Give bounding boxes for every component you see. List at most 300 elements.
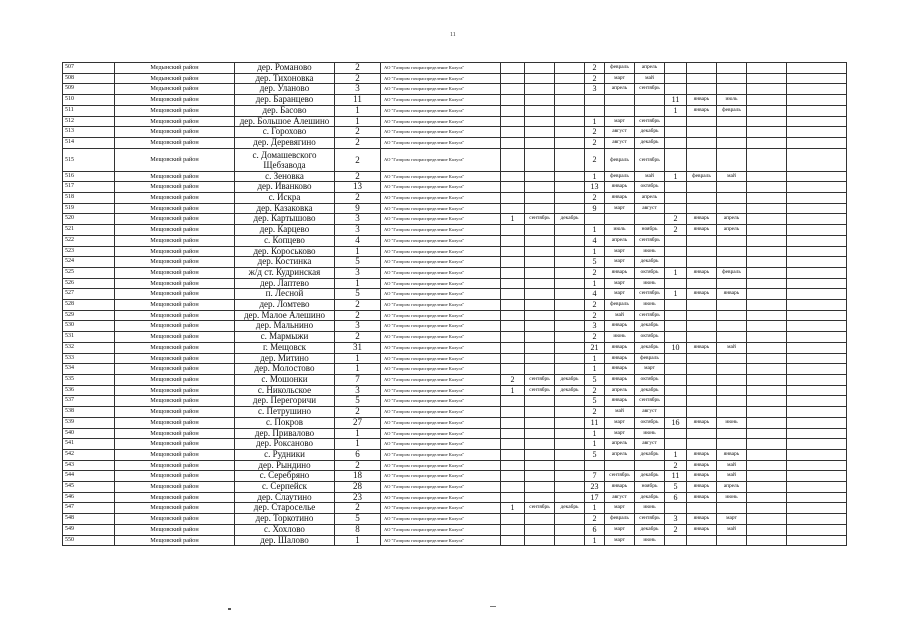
q3-start-cell: январь [687, 471, 717, 482]
q3-start-cell: январь [687, 105, 717, 116]
table-row [63, 374, 847, 385]
q3-count-cell: 1 [665, 289, 687, 300]
row-number: 524 [63, 257, 115, 268]
q3-start-cell [687, 310, 717, 321]
q3-count-cell [665, 503, 687, 514]
count-cell: 1 [335, 439, 381, 450]
q2-end-cell: май [635, 171, 665, 182]
count-cell: 3 [335, 385, 381, 396]
q3-count-cell [665, 193, 687, 204]
extra-cell-2 [787, 514, 847, 525]
q1-end-cell [555, 203, 585, 214]
q1-count-cell [501, 524, 525, 535]
q1-count-cell [501, 364, 525, 375]
q2-count-cell: 1 [585, 439, 605, 450]
q2-count-cell: 21 [585, 342, 605, 353]
q2-end-cell: октябрь [635, 182, 665, 193]
organization-cell: АО "Газпром газораспределение Калуга" [381, 439, 501, 450]
q2-count-cell: 2 [585, 514, 605, 525]
q1-start-cell: сентябрь [525, 385, 555, 396]
q3-end-cell: февраль [717, 105, 747, 116]
organization-cell: АО "Газпром газораспределение Калуга" [381, 449, 501, 460]
organization-cell: АО "Газпром газораспределение Калуга" [381, 503, 501, 514]
q3-count-cell: 5 [665, 482, 687, 493]
organization-cell: АО "Газпром газораспределение Калуга" [381, 332, 501, 343]
settlement-cell: дер. Мальнино [235, 321, 335, 332]
settlement-cell: с. Петрушино [235, 407, 335, 418]
settlement-cell: с. Зеновка [235, 171, 335, 182]
district-cell: Мещовский район [115, 407, 235, 418]
q3-end-cell: январь [717, 289, 747, 300]
q1-end-cell [555, 321, 585, 332]
q3-end-cell: май [717, 171, 747, 182]
q3-end-cell [717, 385, 747, 396]
q2-count-cell: 2 [585, 407, 605, 418]
q1-end-cell [555, 482, 585, 493]
q1-count-cell [501, 105, 525, 116]
q3-end-cell: апрель [717, 482, 747, 493]
q1-start-cell [525, 225, 555, 236]
row-number: 515 [63, 148, 115, 171]
table-row [63, 407, 847, 418]
district-cell: Мещовский район [115, 364, 235, 375]
row-number: 520 [63, 214, 115, 225]
q1-count-cell [501, 471, 525, 482]
extra-cell [747, 148, 787, 171]
q2-count-cell: 2 [585, 332, 605, 343]
organization-cell: АО "Газпром газораспределение Калуга" [381, 257, 501, 268]
count-cell: 2 [335, 310, 381, 321]
q2-start-cell: январь [605, 374, 635, 385]
q3-count-cell: 1 [665, 171, 687, 182]
q1-count-cell [501, 332, 525, 343]
organization-cell: АО "Газпром газораспределение Калуга" [381, 63, 501, 74]
settlement-cell: дер. Картышово [235, 214, 335, 225]
q3-end-cell [717, 310, 747, 321]
q1-count-cell [501, 137, 525, 148]
q3-start-cell: январь [687, 524, 717, 535]
q1-start-cell [525, 73, 555, 84]
district-cell: Мещовский район [115, 482, 235, 493]
extra-cell-2 [787, 214, 847, 225]
q1-count-cell [501, 289, 525, 300]
table-row [63, 492, 847, 503]
q2-count-cell: 1 [585, 353, 605, 364]
q3-start-cell: январь [687, 417, 717, 428]
q2-start-cell: февраль [605, 300, 635, 311]
organization-cell: АО "Газпром газораспределение Калуга" [381, 193, 501, 204]
q3-count-cell [665, 182, 687, 193]
extra-cell-2 [787, 95, 847, 106]
q3-count-cell [665, 73, 687, 84]
q2-count-cell: 6 [585, 524, 605, 535]
q2-end-cell: июнь [635, 535, 665, 546]
extra-cell-2 [787, 535, 847, 546]
q3-end-cell [717, 278, 747, 289]
q2-count-cell: 1 [585, 171, 605, 182]
q1-end-cell [555, 105, 585, 116]
q1-count-cell: 1 [501, 214, 525, 225]
table-row [63, 84, 847, 95]
extra-cell [747, 193, 787, 204]
q2-count-cell: 3 [585, 84, 605, 95]
table-row [63, 63, 847, 74]
q3-count-cell: 11 [665, 471, 687, 482]
scan-mark [490, 606, 496, 607]
q2-start-cell: февраль [605, 171, 635, 182]
extra-cell-2 [787, 524, 847, 535]
q1-count-cell [501, 267, 525, 278]
q2-start-cell: август [605, 127, 635, 138]
district-cell: Мещовский район [115, 137, 235, 148]
extra-cell [747, 396, 787, 407]
q3-end-cell: июль [717, 95, 747, 106]
table-row [63, 471, 847, 482]
settlement-cell: с. Копцево [235, 235, 335, 246]
settlement-cell: г. Мещовск [235, 342, 335, 353]
q2-start-cell: январь [605, 396, 635, 407]
q2-count-cell: 5 [585, 396, 605, 407]
q2-end-cell: декабрь [635, 321, 665, 332]
table-row [63, 246, 847, 257]
count-cell: 1 [335, 105, 381, 116]
q1-start-cell [525, 127, 555, 138]
q1-count-cell [501, 514, 525, 525]
q3-count-cell [665, 203, 687, 214]
q1-start-cell [525, 182, 555, 193]
q2-end-cell: сентябрь [635, 116, 665, 127]
extra-cell-2 [787, 246, 847, 257]
count-cell: 3 [335, 214, 381, 225]
table-row [63, 482, 847, 493]
organization-cell: АО "Газпром газораспределение Калуга" [381, 353, 501, 364]
q2-count-cell: 4 [585, 235, 605, 246]
q2-end-cell: декабрь [635, 257, 665, 268]
q3-end-cell: май [717, 524, 747, 535]
q1-start-cell [525, 257, 555, 268]
extra-cell-2 [787, 428, 847, 439]
q2-start-cell: март [605, 246, 635, 257]
extra-cell [747, 471, 787, 482]
q1-end-cell [555, 116, 585, 127]
extra-cell-2 [787, 105, 847, 116]
count-cell: 3 [335, 321, 381, 332]
extra-cell-2 [787, 300, 847, 311]
district-cell: Мещовский район [115, 449, 235, 460]
q1-end-cell [555, 524, 585, 535]
row-number: 546 [63, 492, 115, 503]
q2-start-cell: март [605, 278, 635, 289]
q2-count-cell: 2 [585, 137, 605, 148]
settlement-cell: с. Серебряно [235, 471, 335, 482]
table-row [63, 182, 847, 193]
table-row [63, 278, 847, 289]
q2-start-cell: июль [605, 225, 635, 236]
q3-end-cell [717, 503, 747, 514]
settlement-cell: дер. Большое Алешино [235, 116, 335, 127]
extra-cell [747, 449, 787, 460]
q1-start-cell [525, 235, 555, 246]
table-row [63, 332, 847, 343]
extra-cell-2 [787, 84, 847, 95]
district-cell: Мещовский район [115, 95, 235, 106]
organization-cell: АО "Газпром газораспределение Калуга" [381, 95, 501, 106]
q3-end-cell: май [717, 460, 747, 471]
settlement-cell: дер. Шалово [235, 535, 335, 546]
q2-count-cell: 2 [585, 310, 605, 321]
extra-cell [747, 278, 787, 289]
count-cell: 1 [335, 116, 381, 127]
extra-cell-2 [787, 439, 847, 450]
q3-start-cell: февраль [687, 171, 717, 182]
q1-count-cell: 1 [501, 503, 525, 514]
q1-start-cell [525, 439, 555, 450]
q2-end-cell: апрель [635, 63, 665, 74]
q1-start-cell [525, 428, 555, 439]
row-number: 537 [63, 396, 115, 407]
table-row [63, 95, 847, 106]
row-number: 544 [63, 471, 115, 482]
q2-count-cell [585, 95, 605, 106]
count-cell: 2 [335, 137, 381, 148]
q2-start-cell: апрель [605, 84, 635, 95]
count-cell: 13 [335, 182, 381, 193]
q3-end-cell [717, 84, 747, 95]
q1-end-cell: декабрь [555, 385, 585, 396]
q1-count-cell [501, 321, 525, 332]
row-number: 514 [63, 137, 115, 148]
q2-count-cell: 2 [585, 385, 605, 396]
q1-count-cell [501, 396, 525, 407]
extra-cell-2 [787, 148, 847, 171]
row-number: 516 [63, 171, 115, 182]
table-body [63, 63, 847, 546]
q2-end-cell [635, 460, 665, 471]
q3-count-cell: 2 [665, 214, 687, 225]
table-row [63, 171, 847, 182]
extra-cell-2 [787, 267, 847, 278]
count-cell: 2 [335, 127, 381, 138]
extra-cell-2 [787, 471, 847, 482]
district-cell: Мещовский район [115, 235, 235, 246]
count-cell: 1 [335, 364, 381, 375]
extra-cell-2 [787, 73, 847, 84]
q3-end-cell [717, 63, 747, 74]
organization-cell: АО "Газпром газораспределение Калуга" [381, 182, 501, 193]
q2-end-cell: апрель [635, 193, 665, 204]
q1-start-cell [525, 342, 555, 353]
settlement-cell: дер. Слаутино [235, 492, 335, 503]
q2-start-cell: апрель [605, 235, 635, 246]
q3-count-cell: 2 [665, 524, 687, 535]
settlement-cell: дер. Перегоричи [235, 396, 335, 407]
table-row [63, 353, 847, 364]
q3-count-cell: 2 [665, 225, 687, 236]
row-number: 513 [63, 127, 115, 138]
q3-end-cell [717, 353, 747, 364]
q1-start-cell [525, 332, 555, 343]
q3-end-cell [717, 203, 747, 214]
q3-end-cell [717, 137, 747, 148]
q1-start-cell [525, 471, 555, 482]
extra-cell [747, 492, 787, 503]
q1-start-cell [525, 278, 555, 289]
extra-cell [747, 321, 787, 332]
district-cell: Мещовский район [115, 439, 235, 450]
row-number: 523 [63, 246, 115, 257]
district-cell: Мещовский район [115, 417, 235, 428]
settlement-cell: дер. Лаптево [235, 278, 335, 289]
count-cell: 23 [335, 492, 381, 503]
extra-cell-2 [787, 278, 847, 289]
extra-cell [747, 63, 787, 74]
table-row [63, 73, 847, 84]
extra-cell-2 [787, 127, 847, 138]
q2-count-cell: 2 [585, 193, 605, 204]
district-cell: Мещовский район [115, 193, 235, 204]
q2-end-cell: март [635, 364, 665, 375]
settlement-cell: дер. Митино [235, 353, 335, 364]
q2-count-cell [585, 460, 605, 471]
settlement-cell: с. Искра [235, 193, 335, 204]
q3-end-cell [717, 439, 747, 450]
q2-start-cell: февраль [605, 514, 635, 525]
q2-count-cell [585, 105, 605, 116]
settlement-cell: дер. Староселье [235, 503, 335, 514]
count-cell: 18 [335, 471, 381, 482]
extra-cell [747, 203, 787, 214]
table-row [63, 342, 847, 353]
q2-count-cell: 2 [585, 127, 605, 138]
q3-start-cell [687, 246, 717, 257]
district-cell: Мещовский район [115, 385, 235, 396]
q1-end-cell [555, 137, 585, 148]
q2-start-cell: сентябрь [605, 471, 635, 482]
district-cell: Медынский район [115, 73, 235, 84]
table-row [63, 267, 847, 278]
district-cell: Мещовский район [115, 524, 235, 535]
district-cell: Мещовский район [115, 332, 235, 343]
q3-count-cell [665, 310, 687, 321]
q3-start-cell: январь [687, 95, 717, 106]
q2-start-cell [605, 95, 635, 106]
settlement-cell: с. Серпейск [235, 482, 335, 493]
q2-count-cell: 1 [585, 225, 605, 236]
count-cell: 1 [335, 278, 381, 289]
q1-end-cell [555, 300, 585, 311]
row-number: 533 [63, 353, 115, 364]
q1-start-cell [525, 364, 555, 375]
count-cell: 5 [335, 514, 381, 525]
organization-cell: АО "Газпром газораспределение Калуга" [381, 514, 501, 525]
q3-end-cell: июнь [717, 492, 747, 503]
q1-start-cell [525, 524, 555, 535]
table-row [63, 364, 847, 375]
extra-cell-2 [787, 385, 847, 396]
district-cell: Мещовский район [115, 182, 235, 193]
extra-cell [747, 214, 787, 225]
extra-cell [747, 137, 787, 148]
district-cell: Мещовский район [115, 246, 235, 257]
q2-end-cell [635, 95, 665, 106]
q3-count-cell [665, 278, 687, 289]
q1-end-cell [555, 332, 585, 343]
settlement-cell: дер. Уланово [235, 84, 335, 95]
q3-start-cell: январь [687, 289, 717, 300]
settlement-cell: с. Мармыжи [235, 332, 335, 343]
q3-count-cell [665, 385, 687, 396]
count-cell: 5 [335, 396, 381, 407]
row-number: 534 [63, 364, 115, 375]
extra-cell-2 [787, 289, 847, 300]
district-cell: Медынский район [115, 63, 235, 74]
extra-cell [747, 84, 787, 95]
district-cell: Мещовский район [115, 116, 235, 127]
q1-count-cell [501, 127, 525, 138]
extra-cell [747, 503, 787, 514]
table-row [63, 396, 847, 407]
q1-count-cell [501, 407, 525, 418]
q3-count-cell [665, 235, 687, 246]
table-row [63, 385, 847, 396]
extra-cell [747, 116, 787, 127]
organization-cell: АО "Газпром газораспределение Калуга" [381, 137, 501, 148]
district-cell: Мещовский район [115, 471, 235, 482]
row-number: 541 [63, 439, 115, 450]
extra-cell-2 [787, 332, 847, 343]
q1-start-cell [525, 514, 555, 525]
q2-end-cell: сентябрь [635, 235, 665, 246]
organization-cell: АО "Газпром газораспределение Калуга" [381, 374, 501, 385]
q2-count-cell: 9 [585, 203, 605, 214]
q2-start-cell: июнь [605, 332, 635, 343]
row-number: 530 [63, 321, 115, 332]
q3-count-cell [665, 148, 687, 171]
q1-count-cell [501, 353, 525, 364]
q3-end-cell: февраль [717, 267, 747, 278]
q1-end-cell: декабрь [555, 214, 585, 225]
q3-start-cell [687, 235, 717, 246]
row-number: 532 [63, 342, 115, 353]
q1-end-cell: декабрь [555, 503, 585, 514]
table-row [63, 116, 847, 127]
q2-end-cell: август [635, 203, 665, 214]
q2-start-cell: май [605, 310, 635, 321]
extra-cell-2 [787, 482, 847, 493]
q2-end-cell: декабрь [635, 137, 665, 148]
q1-count-cell: 2 [501, 374, 525, 385]
q2-start-cell: март [605, 289, 635, 300]
table-row [63, 214, 847, 225]
settlement-cell: дер. Деревягино [235, 137, 335, 148]
q3-count-cell [665, 439, 687, 450]
extra-cell [747, 385, 787, 396]
q2-end-cell: декабрь [635, 492, 665, 503]
q2-start-cell: март [605, 116, 635, 127]
q1-count-cell [501, 417, 525, 428]
row-number: 511 [63, 105, 115, 116]
q3-start-cell [687, 257, 717, 268]
extra-cell [747, 514, 787, 525]
settlement-cell: дер. Романово [235, 63, 335, 74]
extra-cell [747, 267, 787, 278]
table-row [63, 289, 847, 300]
q3-end-cell: январь [717, 449, 747, 460]
district-cell: Мещовский район [115, 127, 235, 138]
q2-end-cell: ноябрь [635, 225, 665, 236]
table-row [63, 460, 847, 471]
extra-cell [747, 225, 787, 236]
